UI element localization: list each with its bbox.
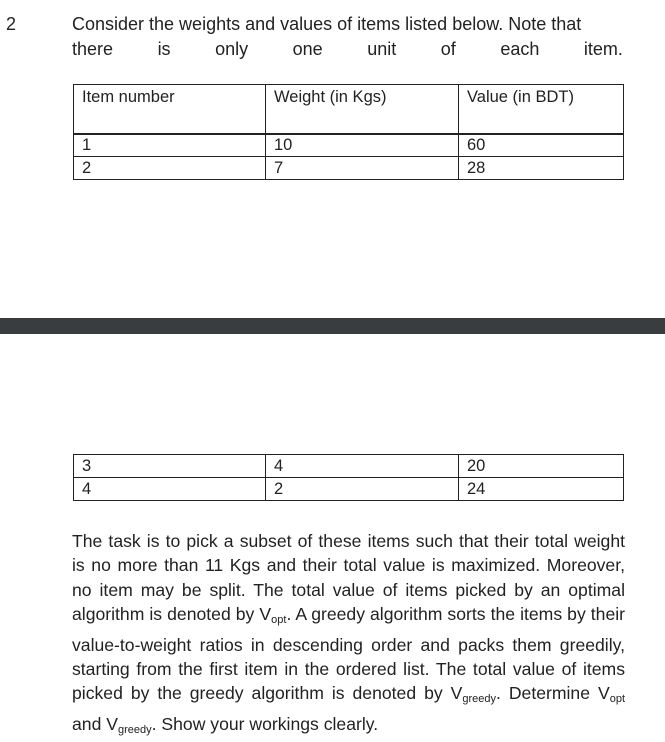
intro-line-1: Consider the weights and values of items listed below. Note that bbox=[72, 14, 582, 34]
table-header-row bbox=[74, 85, 624, 135]
intro-word: there bbox=[72, 39, 114, 59]
subscript-greedy: greedy bbox=[117, 723, 152, 736]
question-number: 2 bbox=[6, 14, 17, 34]
subscript-greedy: greedy bbox=[462, 693, 496, 706]
header-item-number: Item number bbox=[74, 85, 266, 135]
table-row bbox=[74, 157, 624, 180]
task-text: and V bbox=[72, 713, 118, 734]
task-text: . A greedy algorithm sorts the items by their value-to-weight ratios in descending order and packs them greedily, starting from the first item in the ordered list. The total value of items picked by the greedy algorithm is denoted by V bbox=[72, 604, 626, 704]
task-paragraph bbox=[72, 529, 625, 742]
header-value: Value (in BDT) bbox=[459, 85, 624, 135]
subscript-opt: opt bbox=[609, 693, 625, 706]
table-row bbox=[74, 134, 624, 157]
cell-item-number: 3 bbox=[74, 455, 266, 478]
header-weight: Weight (in Kgs) bbox=[266, 85, 459, 135]
cell-item-number: 1 bbox=[74, 134, 266, 157]
cell-weight: 4 bbox=[266, 455, 459, 478]
cell-value: 60 bbox=[459, 134, 624, 157]
cell-value: 20 bbox=[459, 455, 624, 478]
intro-word: one bbox=[292, 39, 323, 59]
cell-item-number: 4 bbox=[74, 478, 266, 501]
intro-word: only bbox=[215, 39, 249, 59]
intro-line-2 bbox=[72, 37, 623, 62]
task-text: The task is to pick a subset of these items such that their total weight is no more than 11 Kgs and their total value is maximized. Moreover, no item may be split. The total value of items picked by an optimal algorithm is denoted by V bbox=[72, 531, 625, 625]
intro-word: of bbox=[440, 39, 456, 59]
items-table-header bbox=[73, 84, 624, 135]
table-row bbox=[74, 478, 624, 501]
table-row bbox=[74, 455, 624, 478]
subscript-opt: opt bbox=[271, 614, 287, 627]
intro-word: item. bbox=[583, 39, 623, 59]
cell-weight: 2 bbox=[266, 478, 459, 501]
intro-word: unit bbox=[367, 39, 397, 59]
question-intro bbox=[72, 12, 623, 62]
cell-weight: 10 bbox=[266, 134, 459, 157]
cell-item-number: 2 bbox=[74, 157, 266, 180]
cell-value: 24 bbox=[459, 478, 624, 501]
items-table-page2 bbox=[73, 454, 624, 501]
task-text: . Show your workings clearly. bbox=[151, 713, 379, 734]
page-break-bar bbox=[0, 318, 665, 334]
cell-value: 28 bbox=[459, 157, 624, 180]
cell-weight: 7 bbox=[266, 157, 459, 180]
task-text: . Determine V bbox=[496, 683, 610, 704]
intro-word: is bbox=[157, 39, 171, 59]
intro-word: each bbox=[500, 39, 540, 59]
items-table-page1 bbox=[73, 133, 624, 180]
